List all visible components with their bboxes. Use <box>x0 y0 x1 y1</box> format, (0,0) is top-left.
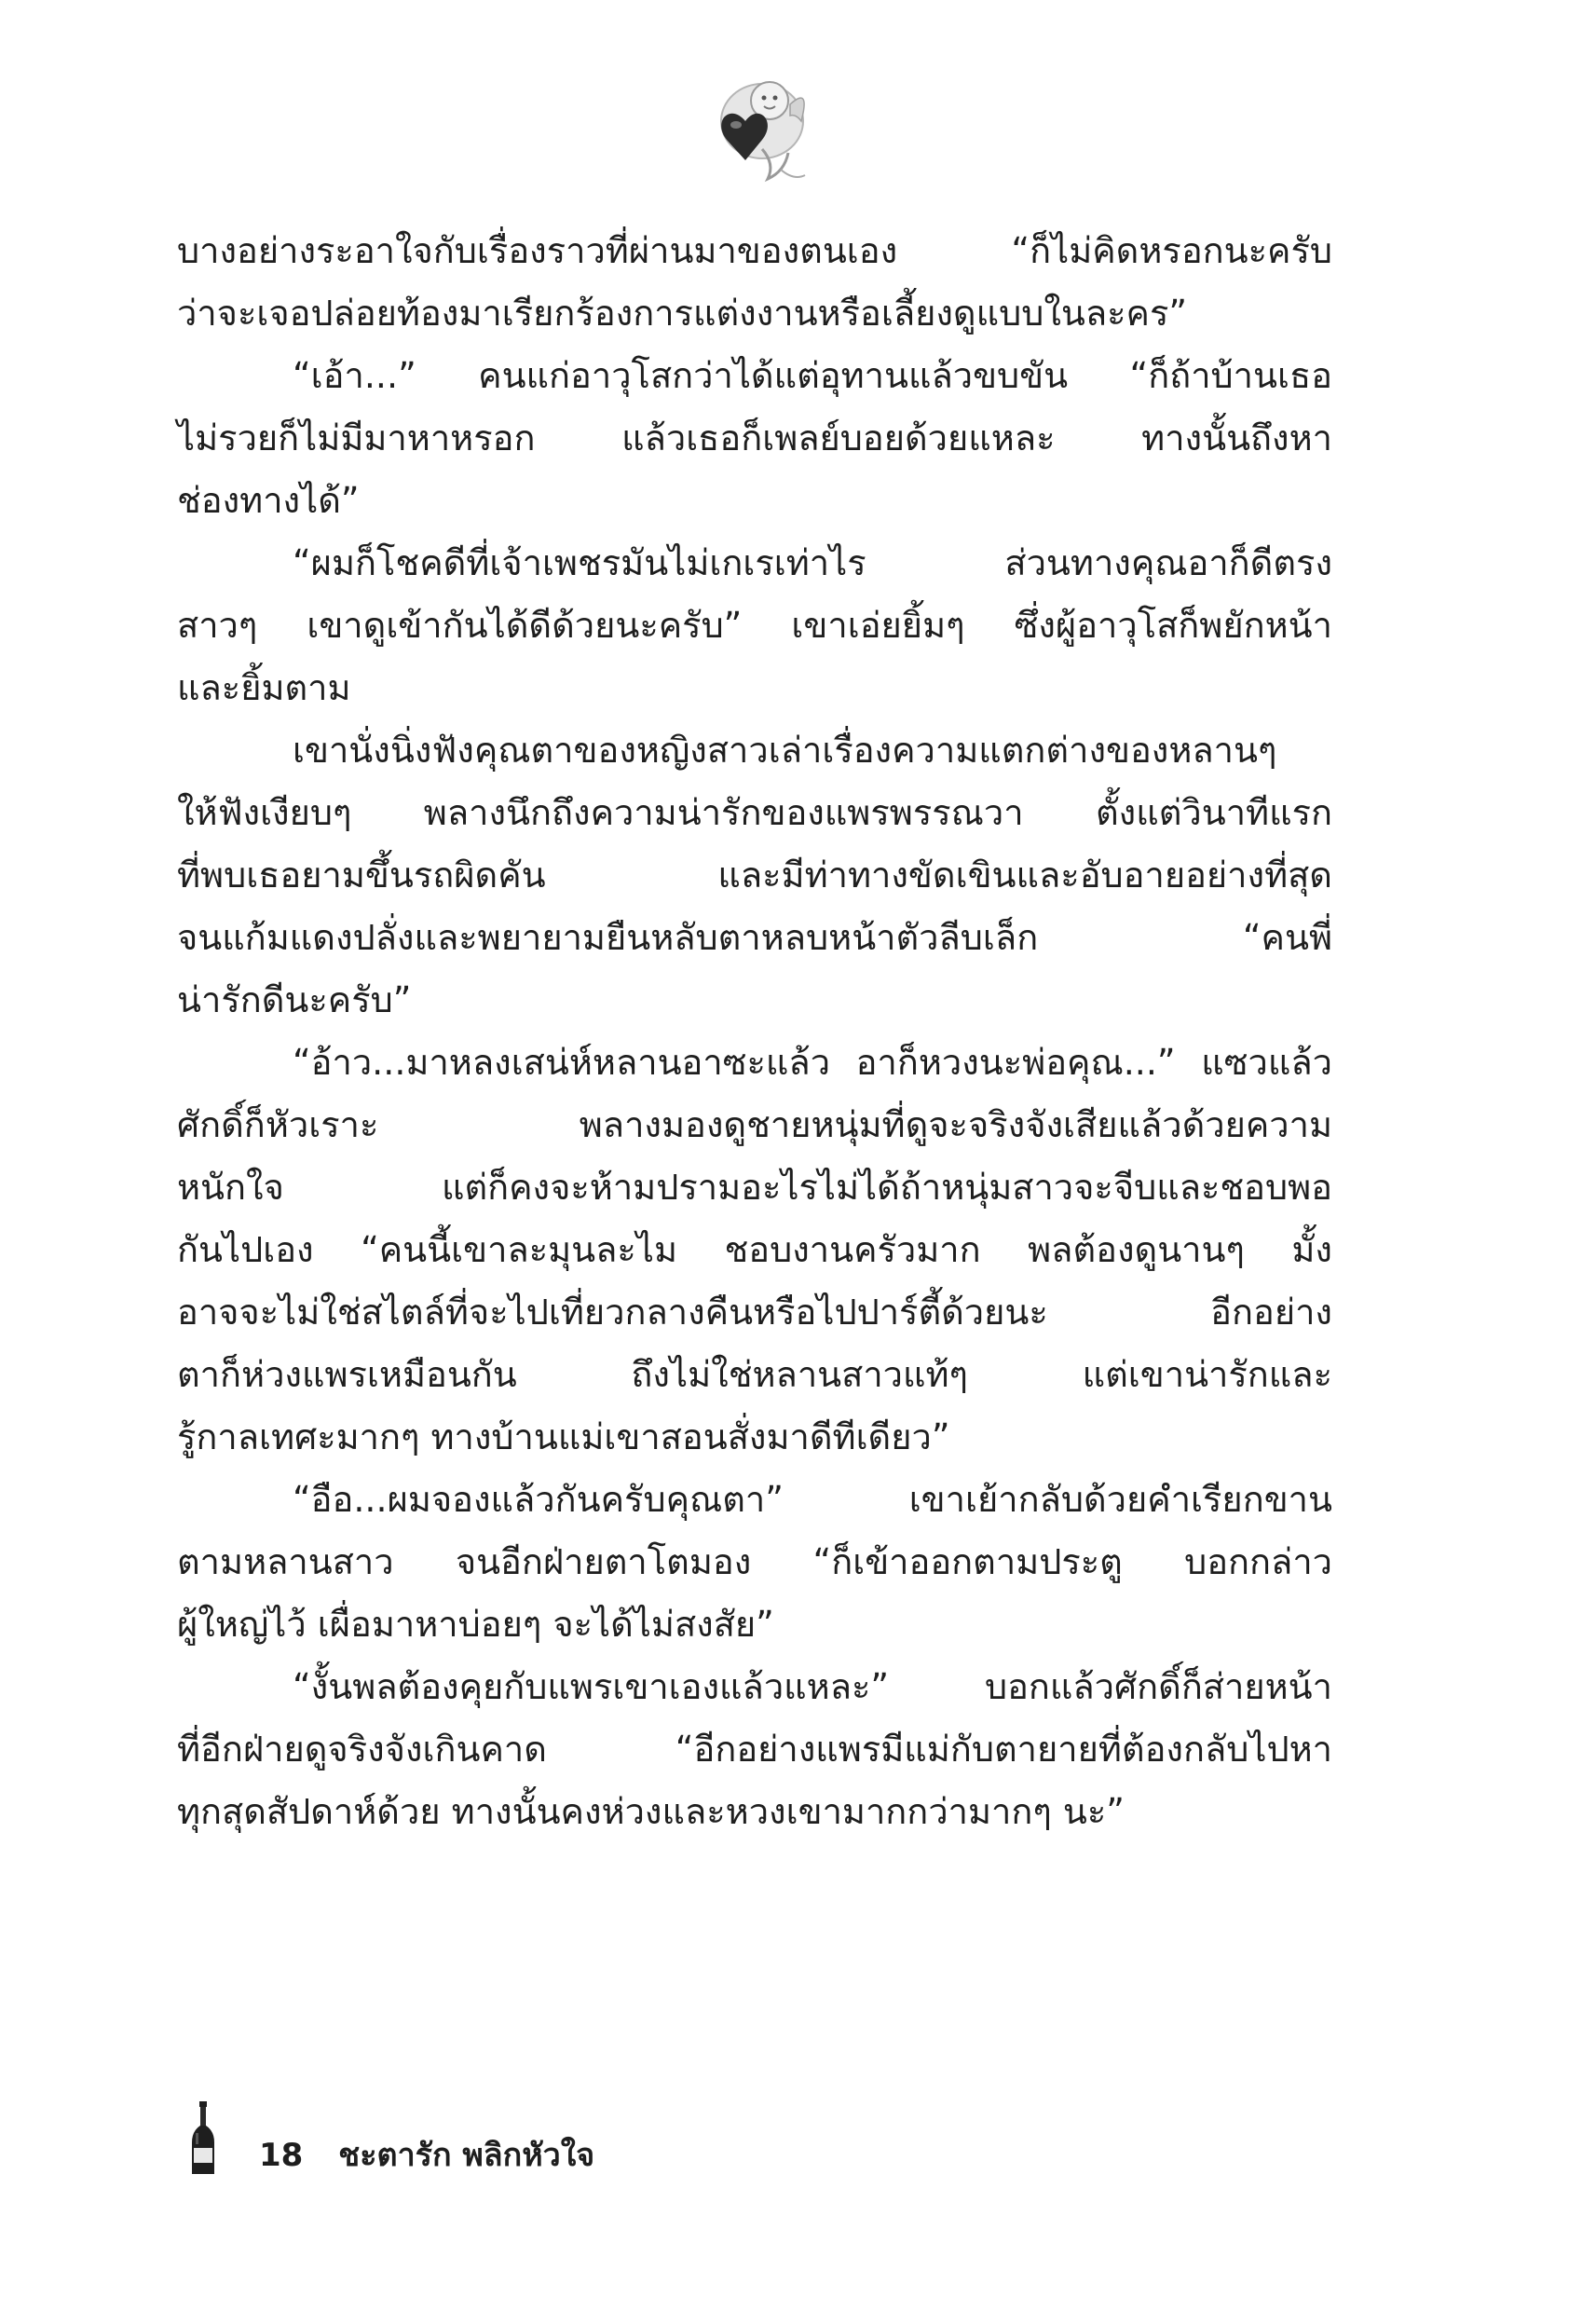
text-line: ไม่รวยก็ไม่มีมาหาหรอก แล้วเธอก็เพลย์บอยด้วยแหละ ทางนั้นถึงหา <box>177 417 1332 458</box>
text-line: ผู้ใหญ่ไว้ เผื่อมาหาบ่อยๆ จะได้ไม่สงสัย” <box>177 1604 774 1645</box>
cupid-heart-icon <box>704 67 816 188</box>
text-line: ช่องทางได้” <box>177 480 360 521</box>
text-line: ตาก็ห่วงแพรเหมือนกัน ถึงไม่ใช่หลานสาวแท้ๆ แต่เขาน่ารักและ <box>177 1354 1332 1395</box>
text-line: ที่พบเธอยามขึ้นรถผิดคัน และมีท่าทางขัดเขินและอับอายอย่างที่สุด <box>177 855 1332 896</box>
text-line: ตามหลานสาว จนอีกฝ่ายตาโตมอง “ก็เข้าออกตามประตู บอกกล่าว <box>177 1541 1332 1582</box>
text-line: ศักดิ์ก็หัวเราะ พลางมองดูชายหนุ่มที่ดูจะจริงจังเสียแล้วด้วยความ <box>177 1104 1332 1145</box>
text-line: น่ารักดีนะครับ” <box>177 979 412 1020</box>
book-title: ชะตารัก พลิกหัวใจ <box>338 2137 595 2174</box>
text-line: เขานั่งนิ่งฟังคุณตาของหญิงสาวเล่าเรื่องความแตกต่างของหลานๆ <box>293 730 1277 771</box>
text-line: กันไปเอง “คนนี้เขาละมุนละไม ชอบงานครัวมาก พลต้องดูนานๆ มั้ง <box>177 1229 1332 1270</box>
text-line: รู้กาลเทศะมากๆ ทางบ้านแม่เขาสอนสั่งมาดีทีเดียว” <box>177 1416 950 1457</box>
page-number: 18 <box>259 2137 304 2174</box>
text-line: ที่อีกฝ่ายดูจริงจังเกินคาด “อีกอย่างแพรมีแม่กับตายายที่ต้องกลับไปหา <box>177 1729 1332 1770</box>
wine-bottle-icon <box>186 2101 220 2176</box>
text-line: “ผมก็โชคดีที่เจ้าเพชรมันไม่เกเรเท่าไร ส่วนทางคุณอาก็ดีตรง <box>293 542 1332 583</box>
body-text <box>177 220 1332 1843</box>
text-line: “เอ้า...” คนแก่อาวุโสกว่าได้แต่อุทานแล้วขบขัน “ก็ถ้าบ้านเธอ <box>293 355 1332 396</box>
text-line: “อ้าว...มาหลงเสน่ห์หลานอาซะแล้ว อาก็หวงนะพ่อคุณ...” แซวแล้ว <box>293 1042 1332 1083</box>
text-line: จนแก้มแดงปลั่งและพยายามยืนหลับตาหลบหน้าตัวลีบเล็ก “คนพี่ <box>177 917 1332 958</box>
text-line: “งั้นพลต้องคุยกับแพรเขาเองแล้วแหละ” บอกแล้วศักดิ์ก็ส่ายหน้า <box>293 1666 1332 1707</box>
page-footer <box>186 2101 1118 2176</box>
text-line: และยิ้มตาม <box>177 667 351 708</box>
text-line: หนักใจ แต่ก็คงจะห้ามปรามอะไรไม่ได้ถ้าหนุ่มสาวจะจีบและชอบพอ <box>177 1167 1332 1208</box>
text-line: “อือ...ผมจองแล้วกันครับคุณตา” เขาเย้ากลับด้วยคำเรียกขาน <box>293 1479 1332 1520</box>
text-line: สาวๆ เขาดูเข้ากันได้ดีด้วยนะครับ” เขาเอ่ยยิ้มๆ ซึ่งผู้อาวุโสก็พยักหน้า <box>177 605 1332 646</box>
text-line: อาจจะไม่ใช่สไตล์ที่จะไปเที่ยวกลางคืนหรือไปปาร์ตี้ด้วยนะ อีกอย่าง <box>177 1292 1332 1333</box>
text-line: ว่าจะเจอปล่อยท้องมาเรียกร้องการแต่งงานหรือเลี้ยงดูแบบในละคร” <box>177 293 1188 334</box>
text-line: บางอย่างระอาใจกับเรื่องราวที่ผ่านมาของตนเอง “ก็ไม่คิดหรอกนะครับ <box>177 230 1332 271</box>
text-line: ให้ฟังเงียบๆ พลางนึกถึงความน่ารักของแพรพรรณวา ตั้งแต่วินาทีแรก <box>177 792 1332 833</box>
footer-text <box>259 2129 619 2180</box>
text-line: ทุกสุดสัปดาห์ด้วย ทางนั้นคงห่วงและหวงเขามากกว่ามากๆ นะ” <box>177 1791 1125 1832</box>
